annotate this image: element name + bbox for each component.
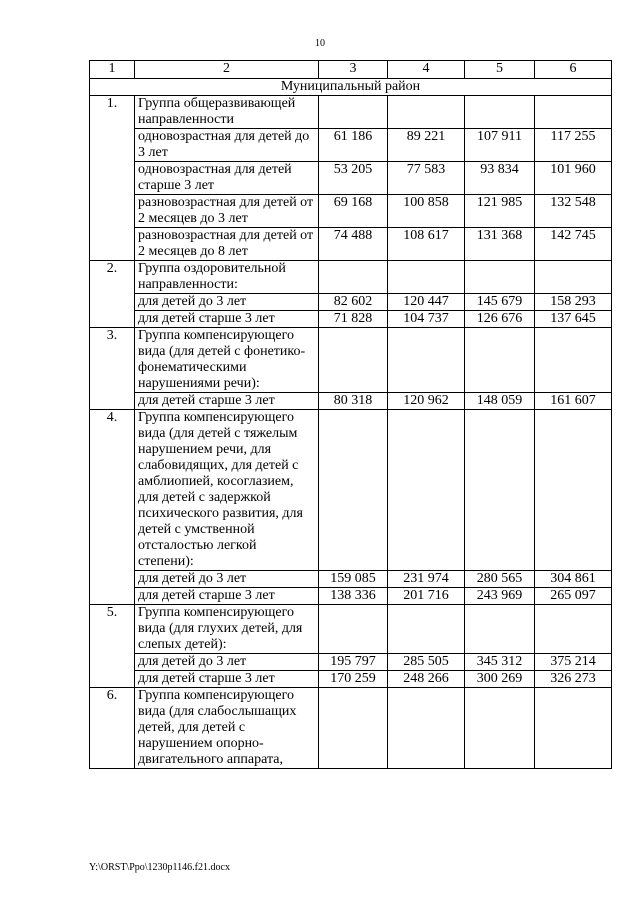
empty-cell bbox=[465, 605, 535, 654]
cost-value: 158 293 bbox=[535, 294, 612, 311]
cost-value: 142 745 bbox=[535, 228, 612, 261]
empty-cell bbox=[535, 261, 612, 294]
column-header: 2 bbox=[135, 61, 319, 79]
cost-value: 145 679 bbox=[465, 294, 535, 311]
group-title-row bbox=[90, 96, 612, 129]
page-number: 10 bbox=[315, 38, 325, 49]
cost-value: 100 858 bbox=[388, 195, 465, 228]
empty-cell bbox=[319, 261, 388, 294]
group-number: 4. bbox=[90, 410, 135, 605]
column-header: 1 bbox=[90, 61, 135, 79]
table-row bbox=[90, 195, 612, 228]
table-row bbox=[90, 294, 612, 311]
empty-cell bbox=[535, 688, 612, 769]
table-row bbox=[90, 671, 612, 688]
row-label: для детей старше 3 лет bbox=[135, 393, 319, 410]
cost-value: 107 911 bbox=[465, 129, 535, 162]
empty-cell bbox=[388, 328, 465, 393]
group-title-row bbox=[90, 605, 612, 654]
empty-cell bbox=[319, 96, 388, 129]
cost-value: 195 797 bbox=[319, 654, 388, 671]
empty-cell bbox=[388, 261, 465, 294]
empty-cell bbox=[465, 261, 535, 294]
empty-cell bbox=[465, 688, 535, 769]
group-title: Группа компенсирующего вида (для детей с фонетико-фонематическими нарушениями речи): bbox=[135, 328, 319, 393]
cost-value: 74 488 bbox=[319, 228, 388, 261]
cost-value: 304 861 bbox=[535, 571, 612, 588]
empty-cell bbox=[535, 605, 612, 654]
cost-value: 108 617 bbox=[388, 228, 465, 261]
empty-cell bbox=[319, 328, 388, 393]
cost-value: 69 168 bbox=[319, 195, 388, 228]
cost-value: 326 273 bbox=[535, 671, 612, 688]
empty-cell bbox=[388, 96, 465, 129]
cost-value: 201 716 bbox=[388, 588, 465, 605]
cost-value: 101 960 bbox=[535, 162, 612, 195]
table-row bbox=[90, 393, 612, 410]
cost-value: 80 318 bbox=[319, 393, 388, 410]
empty-cell bbox=[465, 410, 535, 571]
column-header: 3 bbox=[319, 61, 388, 79]
group-title-row bbox=[90, 688, 612, 769]
group-title: Группа оздоровительной направленности: bbox=[135, 261, 319, 294]
column-header: 6 bbox=[535, 61, 612, 79]
row-label: для детей старше 3 лет bbox=[135, 311, 319, 328]
group-title-row bbox=[90, 410, 612, 571]
cost-value: 148 059 bbox=[465, 393, 535, 410]
cost-value: 93 834 bbox=[465, 162, 535, 195]
group-number: 2. bbox=[90, 261, 135, 328]
tariff-table bbox=[89, 60, 612, 769]
table-row bbox=[90, 129, 612, 162]
section-row bbox=[90, 79, 612, 96]
header-row bbox=[90, 61, 612, 79]
cost-value: 117 255 bbox=[535, 129, 612, 162]
empty-cell bbox=[388, 605, 465, 654]
column-header: 4 bbox=[388, 61, 465, 79]
empty-cell bbox=[388, 688, 465, 769]
cost-value: 285 505 bbox=[388, 654, 465, 671]
group-title: Группа компенсирующего вида (для слабослышащих детей, для детей с нарушением опорно-двигательного аппарата, bbox=[135, 688, 319, 769]
cost-value: 137 645 bbox=[535, 311, 612, 328]
group-title-row bbox=[90, 328, 612, 393]
group-title: Группа компенсирующего вида (для глухих детей, для слепых детей): bbox=[135, 605, 319, 654]
row-label: для детей старше 3 лет bbox=[135, 671, 319, 688]
empty-cell bbox=[388, 410, 465, 571]
empty-cell bbox=[465, 328, 535, 393]
cost-value: 300 269 bbox=[465, 671, 535, 688]
row-label: разновозрастная для детей от 2 месяцев до 3 лет bbox=[135, 195, 319, 228]
group-number: 1. bbox=[90, 96, 135, 261]
cost-value: 243 969 bbox=[465, 588, 535, 605]
group-number: 5. bbox=[90, 605, 135, 688]
cost-value: 132 548 bbox=[535, 195, 612, 228]
empty-cell bbox=[465, 96, 535, 129]
group-number: 6. bbox=[90, 688, 135, 769]
table-row bbox=[90, 654, 612, 671]
cost-value: 161 607 bbox=[535, 393, 612, 410]
cost-value: 138 336 bbox=[319, 588, 388, 605]
table-row bbox=[90, 162, 612, 195]
empty-cell bbox=[535, 96, 612, 129]
group-number: 3. bbox=[90, 328, 135, 410]
cost-value: 231 974 bbox=[388, 571, 465, 588]
empty-cell bbox=[535, 410, 612, 571]
table-row bbox=[90, 588, 612, 605]
table-row bbox=[90, 571, 612, 588]
empty-cell bbox=[319, 410, 388, 571]
cost-value: 82 602 bbox=[319, 294, 388, 311]
file-path-footer: Y:\ORST\Ppo\1230p1146.f21.docx bbox=[89, 862, 230, 873]
cost-value: 120 962 bbox=[388, 393, 465, 410]
table-row bbox=[90, 311, 612, 328]
row-label: одновозрастная для детей старше 3 лет bbox=[135, 162, 319, 195]
cost-value: 375 214 bbox=[535, 654, 612, 671]
row-label: одновозрастная для детей до 3 лет bbox=[135, 129, 319, 162]
cost-value: 77 583 bbox=[388, 162, 465, 195]
row-label: для детей до 3 лет bbox=[135, 294, 319, 311]
cost-value: 131 368 bbox=[465, 228, 535, 261]
cost-value: 126 676 bbox=[465, 311, 535, 328]
cost-value: 170 259 bbox=[319, 671, 388, 688]
cost-value: 104 737 bbox=[388, 311, 465, 328]
empty-cell bbox=[535, 328, 612, 393]
row-label: для детей старше 3 лет bbox=[135, 588, 319, 605]
cost-value: 71 828 bbox=[319, 311, 388, 328]
group-title: Группа компенсирующего вида (для детей с тяжелым нарушением речи, для слабовидящих, для детей с амблиопией, косоглазием, для детей с задержкой психического развития, для детей с умственной отсталостью легкой степени): bbox=[135, 410, 319, 571]
group-title-row bbox=[90, 261, 612, 294]
row-label: разновозрастная для детей от 2 месяцев до 8 лет bbox=[135, 228, 319, 261]
column-header: 5 bbox=[465, 61, 535, 79]
table-row bbox=[90, 228, 612, 261]
cost-value: 121 985 bbox=[465, 195, 535, 228]
cost-value: 61 186 bbox=[319, 129, 388, 162]
cost-value: 248 266 bbox=[388, 671, 465, 688]
cost-value: 120 447 bbox=[388, 294, 465, 311]
group-title: Группа общеразвивающей направленности bbox=[135, 96, 319, 129]
row-label: для детей до 3 лет bbox=[135, 654, 319, 671]
cost-value: 159 085 bbox=[319, 571, 388, 588]
cost-value: 345 312 bbox=[465, 654, 535, 671]
cost-value: 265 097 bbox=[535, 588, 612, 605]
empty-cell bbox=[319, 605, 388, 654]
row-label: для детей до 3 лет bbox=[135, 571, 319, 588]
section-title: Муниципальный район bbox=[90, 79, 612, 96]
cost-value: 53 205 bbox=[319, 162, 388, 195]
cost-value: 280 565 bbox=[465, 571, 535, 588]
empty-cell bbox=[319, 688, 388, 769]
cost-value: 89 221 bbox=[388, 129, 465, 162]
